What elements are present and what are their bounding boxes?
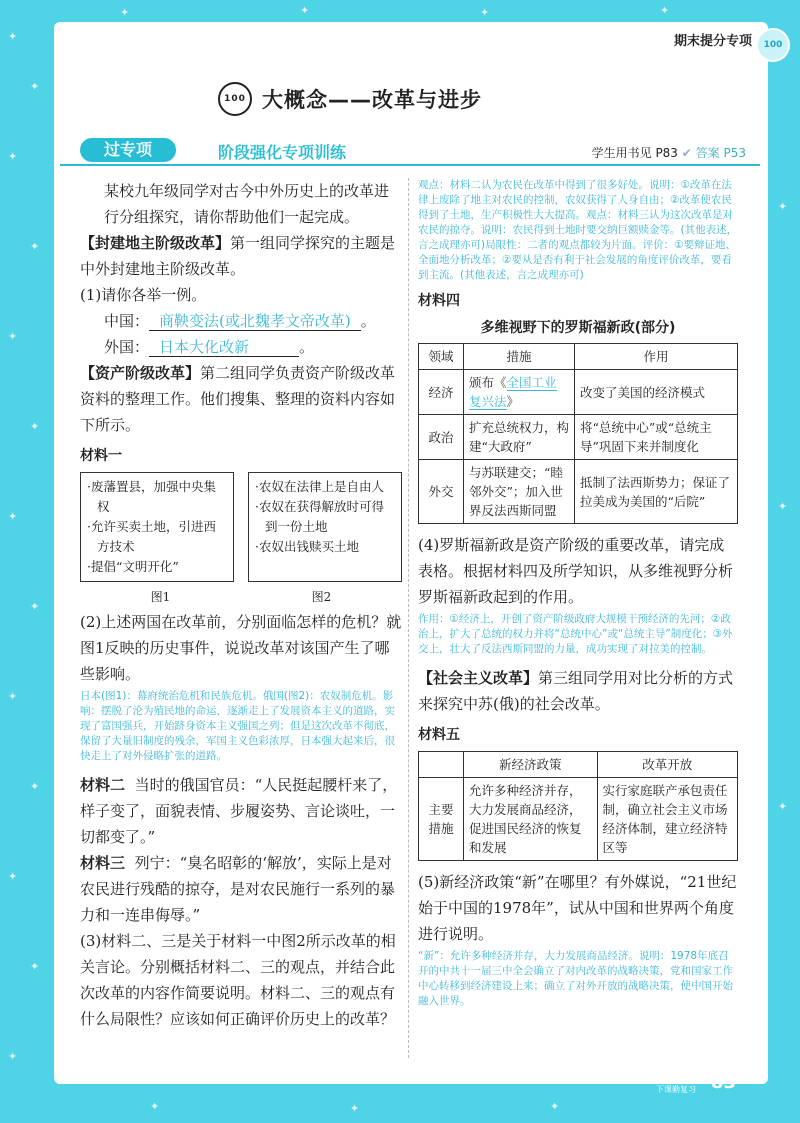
table-header-row — [419, 344, 738, 370]
table-header: 改革开放 — [597, 752, 737, 778]
caption-1: 图1 — [150, 590, 171, 604]
feudal-text: 第一组同学探究的主题是中外封建地主阶级改革。 — [80, 234, 396, 278]
answer-2: 日本(图1)：幕府统治危机和民族危机。俄国(图2)：农奴制危机。影响：摆脱了沦为殖民地的命运，逐渐走上了发展资本主义的道路，实现了富国强兵，开始跻身资本主义强国之列；但是这次改革不彻底，保留了大量旧制度的残余，军国主义色彩浓厚，日本强大起来后，很快走上了对外侵略扩张的道路。 — [80, 690, 395, 762]
table-header: 新经济政策 — [464, 752, 598, 778]
left-column — [80, 178, 402, 1032]
material-4-label: 材料四 — [418, 293, 460, 309]
table-cell-reform: 实行家庭联产承包责任制，确立社会主义市场经济体制，建立经济特区等 — [597, 778, 737, 861]
star-icon: ✦ — [30, 960, 40, 973]
foreign-label: 外国： — [104, 338, 150, 356]
material-1-label: 材料一 — [80, 448, 122, 464]
star-icon: ✦ — [30, 600, 40, 613]
star-icon: ✦ — [778, 200, 788, 213]
figure-captions — [80, 588, 402, 605]
star-icon: ✦ — [480, 6, 490, 19]
table-cell-effect: 将“总统中心”或“总统主导”巩固下来并制度化 — [575, 415, 738, 460]
section-bar — [60, 138, 760, 166]
check-icon: ✔ — [681, 146, 692, 160]
star-icon: ✦ — [8, 870, 18, 883]
star-icon: ✦ — [150, 1100, 160, 1113]
table-header: 作用 — [575, 344, 738, 370]
section-tag: 期末提分专项 — [673, 34, 752, 49]
socialist-section — [418, 665, 738, 717]
star-icon: ✦ — [8, 30, 18, 43]
column-divider — [408, 178, 409, 1058]
table-cell-measure: 扩充总统权力，构建“大政府” — [464, 415, 575, 460]
material-2-label: 材料二 — [80, 776, 126, 794]
star-icon: ✦ — [30, 80, 40, 93]
table-header — [419, 752, 464, 778]
table-row — [419, 778, 738, 861]
star-icon: ✦ — [120, 6, 130, 19]
china-line — [80, 308, 402, 334]
reform-comparison-table — [418, 751, 738, 861]
answer-3: 观点：材料二认为农民在改革中得到了很多好处。说明：①改革在法律上废除了地主对农民的控制，农奴获得了人身自由；②改革使农民得到了土地，生产积极性大大提高。观点：材料三认为这次改革是对农民的掠夺。说明：农民得到土地时要交纳巨额赎金等。(其他表述，言之成理亦可)局限性：二者的观点都较为片面。评价：①要辩证地、全面地分析改革；②要从是否有利于社会发展的角度评价改革，要看到主流。(其他表述，言之成理亦可) — [418, 179, 738, 281]
table-header: 措施 — [464, 344, 575, 370]
answer-5: “新”：允许多种经济并存，大力发展商品经济。说明：1978年底召开的中共十一届三中全会确立了对内改革的战略决策，党和国家工作中心转移到经济建设上来；确立了对外开放的战略决策，使中国开始融入世界。 — [418, 950, 733, 1007]
page-title-text: 大概念——改革与进步 — [262, 88, 482, 112]
star-icon: ✦ — [30, 240, 40, 253]
table-header-row — [419, 752, 738, 778]
bourgeois-label: 【资产阶级改革】 — [80, 364, 201, 382]
star-icon: ✦ — [8, 330, 18, 343]
figure-2-box — [248, 472, 402, 582]
star-icon: ✦ — [8, 150, 18, 163]
section-title: 阶段强化专项训练 — [218, 143, 347, 162]
foreign-answer: 日本大化改新 — [149, 338, 299, 357]
table-cell-effect: 抵制了法西斯势力；保证了拉美成为美国的“后院” — [575, 460, 738, 524]
figure-item: ·提倡“文明开化” — [87, 559, 179, 574]
question-4: (4)罗斯福新政是资产阶级的重要改革，请完成表格。根据材料四及所学知识，从多维视野分析罗斯福新政起到的作用。 — [418, 536, 734, 606]
star-icon: ✦ — [660, 4, 670, 17]
material-3-label: 材料三 — [80, 854, 126, 872]
socialist-label: 【社会主义改革】 — [418, 669, 539, 687]
table-cell-area: 政治 — [419, 415, 464, 460]
measure-fill-answer: 全国工业复兴法 — [469, 375, 557, 409]
measure-suffix: 》 — [506, 394, 520, 409]
answer-4: 作用：①经济上，开创了资产阶级政府大规模干预经济的先河；②政治上，扩大了总统的权力并将“总统中心”或“总统主导”制度化；③外交上，壮大了反法西斯同盟的力量，成功实现了对拉美的控制。 — [418, 613, 733, 655]
figure-item: ·废藩置县，加强中央集权 — [87, 479, 216, 514]
measure-prefix: 颁布《 — [469, 375, 507, 390]
section-pill: 过专项 — [80, 138, 176, 162]
question-3: (3)材料二、三是关于材料一中图2所示改革的相关言论。分别概括材料二、三的观点，并结合此次改革的内容作简要说明。材料二、三的观点有什么局限性？应该如何正确评价历史上的改革？ — [80, 932, 396, 1028]
student-book-ref: 学生用书见 P83 — [591, 146, 678, 160]
question-2: (2)上述两国在改革前，分别面临怎样的危机？就图1反映的历史事件，说说改革对该国产生了哪些影响。 — [80, 613, 402, 683]
star-icon: ✦ — [30, 780, 40, 793]
material-5-label: 材料五 — [418, 727, 460, 743]
footer-slogan-2: 下课勤复习 — [656, 1085, 696, 1094]
mascot-badge-icon: 100 — [756, 28, 790, 62]
figure-item: ·农奴在法律上是自由人 — [255, 479, 384, 494]
material-2-text: 当时的俄国官员：“人民挺起腰杆来了，样子变了，面貌表情、步履姿势、言论谈吐，一切都变了。” — [80, 776, 398, 846]
period: 。 — [360, 312, 376, 330]
figure-item: ·农奴出钱赎买土地 — [255, 539, 359, 554]
table-cell-area: 经济 — [419, 370, 464, 415]
material-1-figures — [80, 472, 402, 582]
footer-slogan-1: 上课认真听 — [656, 1076, 696, 1085]
right-column — [418, 178, 738, 1017]
star-icon: ✦ — [8, 1050, 18, 1063]
reference-links — [592, 144, 746, 161]
table-cell-measure — [464, 370, 575, 415]
star-icon: ✦ — [8, 510, 18, 523]
socialist-text: 第三组同学用对比分析的方式来探究中苏(俄)的社会改革。 — [418, 669, 734, 713]
star-icon: ✦ — [300, 4, 310, 17]
caption-2: 图2 — [311, 590, 332, 604]
table-row — [419, 460, 738, 524]
table-row — [419, 415, 738, 460]
new-deal-table — [418, 343, 738, 524]
feudal-label: 【封建地主阶级改革】 — [80, 234, 231, 252]
footer-slogan — [656, 1076, 696, 1094]
material-3-text: 列宁：“臭名昭彰的‘解放’，实际上是对农民进行残酷的掠夺，是对农民施行一系列的暴力和一连串侮辱。” — [80, 854, 396, 924]
material-3 — [80, 850, 402, 928]
star-icon: ✦ — [550, 1100, 560, 1113]
table-cell-area: 外交 — [419, 460, 464, 524]
foreign-line — [80, 334, 402, 360]
star-icon: ✦ — [778, 500, 788, 513]
bourgeois-text: 第二组同学负责资产阶级改革资料的整理工作。他们搜集、整理的资料内容如下所示。 — [80, 364, 396, 434]
page-number: 83 — [710, 1072, 736, 1093]
table-cell-measure: 与苏联建交；“睦邻外交”；加入世界反法西斯同盟 — [464, 460, 575, 524]
feudal-section — [80, 230, 402, 282]
score-badge-icon: 100 — [218, 82, 252, 116]
intro-text: 某校九年级同学对古今中外历史上的改革进行分组探究，请你帮助他们一起完成。 — [104, 182, 390, 226]
material-2 — [80, 772, 402, 850]
material-4-table-title: 多维视野下的罗斯福新政(部分) — [480, 320, 676, 336]
question-1: (1)请你各举一例。 — [80, 286, 207, 304]
table-row — [419, 370, 738, 415]
star-icon: ✦ — [30, 420, 40, 433]
table-cell-label: 主要措施 — [419, 778, 464, 861]
question-5: (5)新经济政策“新”在哪里？有外媒说，“21世纪始于中国的1978年”，试从中国和世界两个角度进行说明。 — [418, 873, 737, 943]
table-cell-effect: 改变了美国的经济模式 — [575, 370, 738, 415]
table-header: 领域 — [419, 344, 464, 370]
star-icon: ✦ — [778, 800, 788, 813]
figure-item: ·农奴在获得解放时可得到一份土地 — [255, 499, 384, 534]
bourgeois-section — [80, 360, 402, 438]
table-cell-nep: 允许多种经济并存，大力发展商品经济，促进国民经济的恢复和发展 — [464, 778, 598, 861]
figure-item: ·允许买卖土地，引进西方技术 — [87, 519, 216, 554]
figure-1-box — [80, 472, 234, 582]
period: 。 — [299, 338, 315, 356]
star-icon: ✦ — [350, 1102, 360, 1115]
page-title — [218, 82, 482, 116]
answer-ref: 答案 P53 — [695, 146, 746, 160]
china-label: 中国： — [104, 312, 150, 330]
china-answer: 商鞅变法(或北魏孝文帝改革) — [149, 312, 361, 331]
star-icon: ✦ — [8, 690, 18, 703]
